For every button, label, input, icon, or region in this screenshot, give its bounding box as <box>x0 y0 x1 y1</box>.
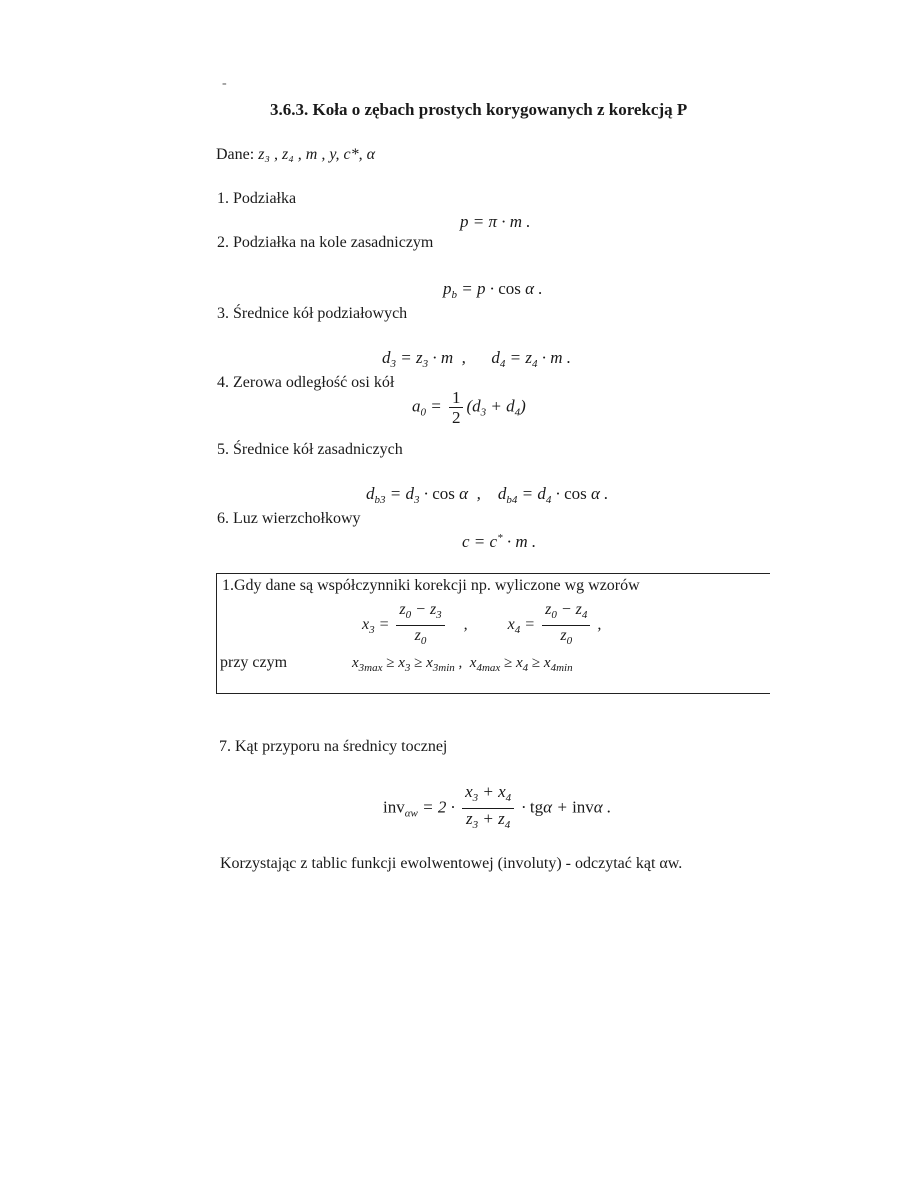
header-mark: - <box>222 76 227 91</box>
step-5-label: 5. Średnice kół zasadniczych <box>217 441 403 458</box>
step-1-label: 1. Podziałka <box>217 190 297 207</box>
step-3-label: 3. Średnice kół podziałowych <box>217 305 408 322</box>
step-1-formula: p = π · m . <box>460 212 531 231</box>
closing-note: Korzystając z tablic funkcji ewolwentowej (involuty) - odczytać kąt αw. <box>220 855 683 872</box>
step-5-formula: $d_{b3} = d_3 \cdot \cos \alpha$ , $d_{b4} = d_4 \cdot \cos \alpha$ . <box>366 484 609 506</box>
step-4-label: 4. Zerowa odległość osi kół <box>217 374 395 391</box>
step-6-formula: c = c* · m . <box>462 532 537 551</box>
given-label: Dane: <box>216 146 255 163</box>
given-line <box>216 146 375 164</box>
box-formula: $x_3$ = $\frac{z_0 - z_3}{z_0}$ , $x_4$ = $\frac{z_0 - z_4}{z_0}$ , <box>362 601 602 647</box>
step-7-label: 7. Kąt przyporu na średnicy tocznej <box>219 738 448 755</box>
section-title: 3.6.3. Koła o zębach prostych korygowanych z korekcją P <box>270 100 688 119</box>
box-intro: 1.Gdy dane są współczynniki korekcji np. wyliczone wg wzorów <box>222 577 640 594</box>
step-2-label: 2. Podziałka na kole zasadniczym <box>217 234 434 251</box>
step-3-formula: $d_3 = z_3 \cdot m$ , $d_4 = z_4 \cdot m$ . <box>382 348 571 370</box>
condition-formula: $x_{3max} \ge x_3 \ge x_{3min}$ , $x_{4max} \ge x_4 \ge x_{4min}$ <box>352 655 573 674</box>
step-4-formula: $a_0$ = $\frac{1}{2}$ $(d_3 + d_4)$ <box>412 388 526 427</box>
condition-label: przy czym <box>220 654 288 671</box>
step-2-formula: $p_b = p \cdot \cos \alpha$ . <box>443 279 543 301</box>
step-7-formula: inv$_{\alpha w}$ = 2 · $\frac{x_3 + x_4}{z_3 + z_4}$ · tgα + invα . <box>383 782 612 831</box>
given-symbols: z₃ , z₄ , m , y, c*, α <box>258 146 376 163</box>
step-6-label: 6. Luz wierzchołkowy <box>217 510 361 527</box>
